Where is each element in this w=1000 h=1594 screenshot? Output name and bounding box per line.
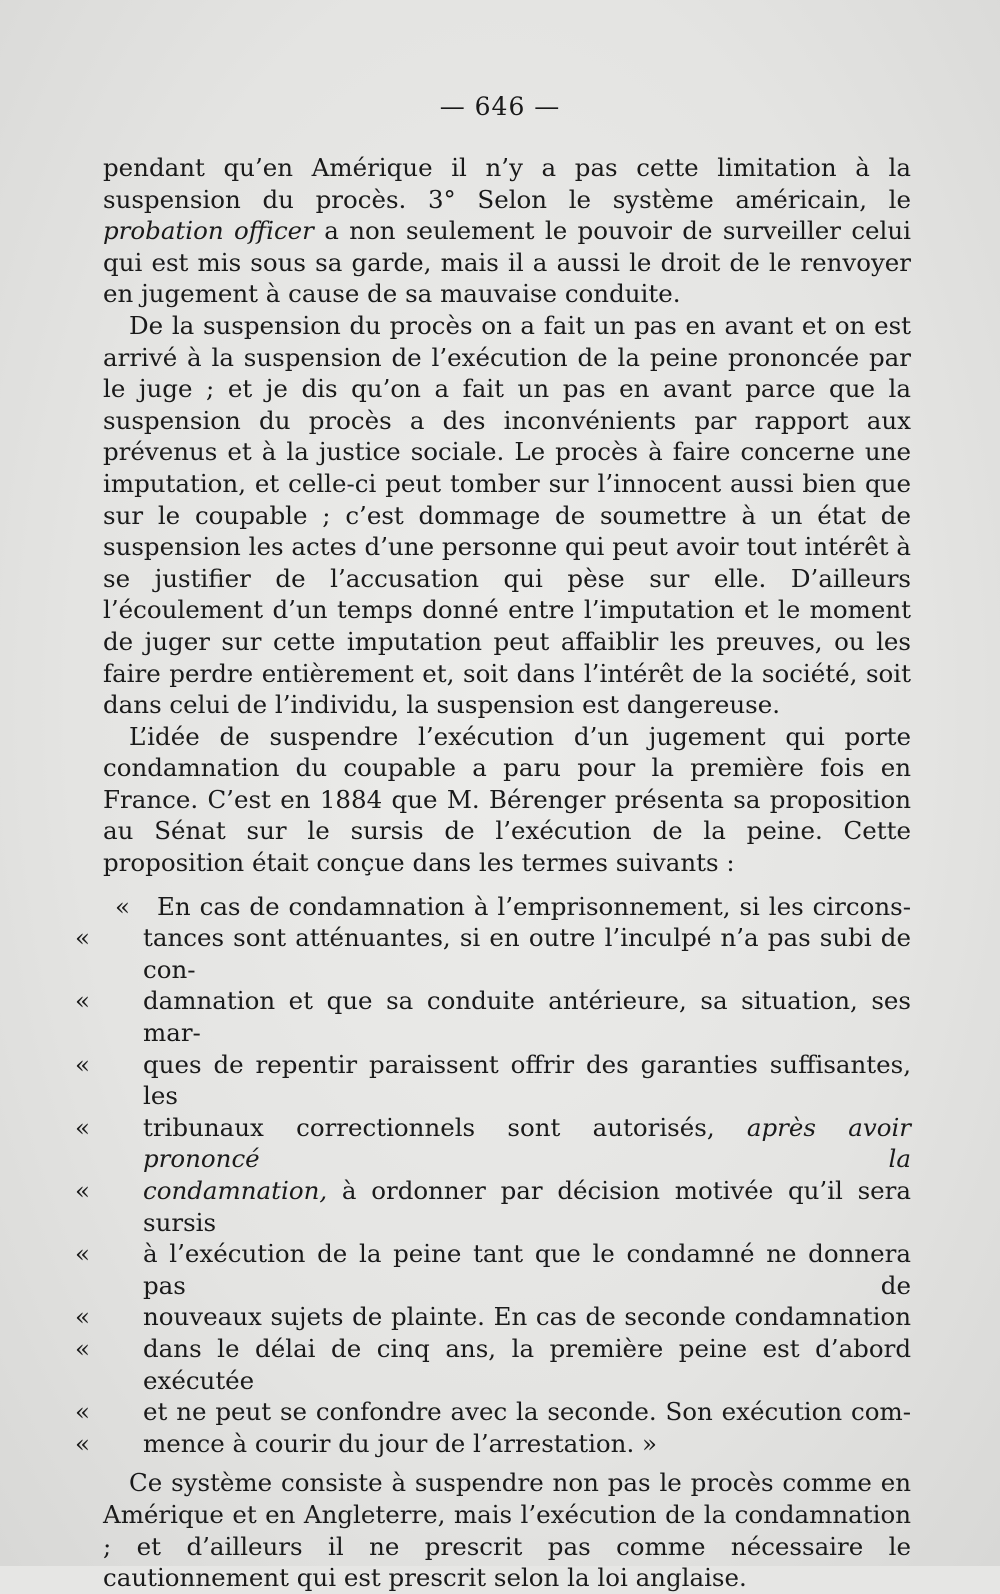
paragraph-3: L’idée de suspendre l’exécution d’un jugement qui porte condamnation du coupable a paru pour la première fois en France. C’est en 1884 que M. Bérenger présenta sa proposition au Sénat sur le sursis de l’exécution de la peine. Cette proposition était conçue dans les termes suivants : [103,721,911,878]
paragraph-1-end: a non seulement le pouvoir de surveiller celui qui est mis sous sa garde, mais il a aussi le droit de le renvoyer en jugement à cause de sa mauvaise conduite. [103,216,912,309]
quote-italic: après avoir prononcé la [143,1112,911,1174]
quote-line [75,1396,911,1428]
quote-line [75,1175,911,1238]
quote-line-text: tribunaux correctionnels sont autorisés, [143,1112,747,1142]
quote-line-text: damnation et que sa conduite antérieure, sa situation, ses mar- [143,986,911,1048]
quote-italic: condamnation, [143,1176,328,1205]
page-number: — 646 — [439,92,561,121]
quote-line-text: à ordonner par décision motivée qu’il sera sursis [143,1176,911,1237]
paragraph-4: Ce système consiste à suspendre non pas le procès comme en Amérique et en Angleterre, mais l’exécution de la condamnation ; et d’ailleurs il ne prescrit pas comme nécessaire le cautionnement qui est prescrit selon la loi anglaise. [103,1468,911,1593]
paragraph-1-italic: probation officer [103,216,314,246]
body-text [75,152,912,1594]
quote-line [75,922,911,985]
quote-line [103,891,911,923]
guillemet-mark: « [115,891,130,921]
guillemet-mark: « [75,1176,90,1205]
quote-line [75,985,911,1048]
guillemet-mark: « [75,1333,90,1363]
quote-line-text: nouveaux sujets de plainte. En cas de seconde condamnation [143,1302,911,1332]
quote-line-text: mence à courir du jour de l’arrestation. » [143,1428,658,1458]
quote-line-text: à l’exécution de la peine tant que le condamné ne donnera pas de [143,1239,911,1300]
quote-line [75,1049,911,1112]
quote-line [75,1333,911,1396]
guillemet-mark: « [75,1428,90,1458]
quote-line [75,1238,911,1301]
guillemet-mark: « [75,1112,90,1142]
paragraph-1 [103,152,911,310]
guillemet-mark: « [75,1239,90,1269]
quote-line-text: En cas de condamnation à l’emprisonnement, si les circons- [157,891,911,921]
quote-line-text: ques de repentir paraissent offrir des garanties suffisantes, les [143,1049,911,1111]
guillemet-mark: « [75,1049,90,1079]
quote-line-text: dans le délai de cinq ans, la première peine est d’abord exécutée [143,1333,911,1395]
paragraph-2: De la suspension du procès on a fait un pas en avant et on est arrivé à la suspension de l’exécution de la peine prononcée par le juge ; et je dis qu’on a fait un pas en avant parce que la suspension du procès a des inconvénients par rapport aux prévenus et à la justice sociale. Le procès à faire concerne une imputation, et celle-ci peut tomber sur l’innocent aussi bien que sur le coupable ; c’est dommage de soumettre à un état de suspension les actes d’une personne qui peut avoir tout intérêt à se justifier de l’accusation qui pèse sur elle. D’ailleurs l’écoulement d’un temps donné entre l’imputation et le moment de juger sur cette imputation peut affaiblir les preuves, ou les faire perdre entièrement et, soit dans l’intérêt de la société, soit dans celui de l’individu, la suspension est dangereuse. [103,310,911,720]
quote-line [75,1112,911,1175]
guillemet-mark: « [75,923,90,953]
guillemet-mark: « [75,986,90,1016]
paragraph-1-text: pendant qu’en Amérique il n’y a pas cette limitation à la suspension du procès. 3° Selon le système américain, le [103,153,911,214]
guillemet-mark: « [75,1302,90,1332]
guillemet-mark: « [75,1397,90,1427]
quote-line-text: tances sont atténuantes, si en outre l’inculpé n’a pas subi de con- [143,923,911,984]
quote-line-text: et ne peut se confondre avec la seconde. Son exécution com- [143,1397,911,1427]
quote-line [75,1301,911,1333]
law-quotation [75,891,911,1460]
quote-line [75,1428,911,1460]
